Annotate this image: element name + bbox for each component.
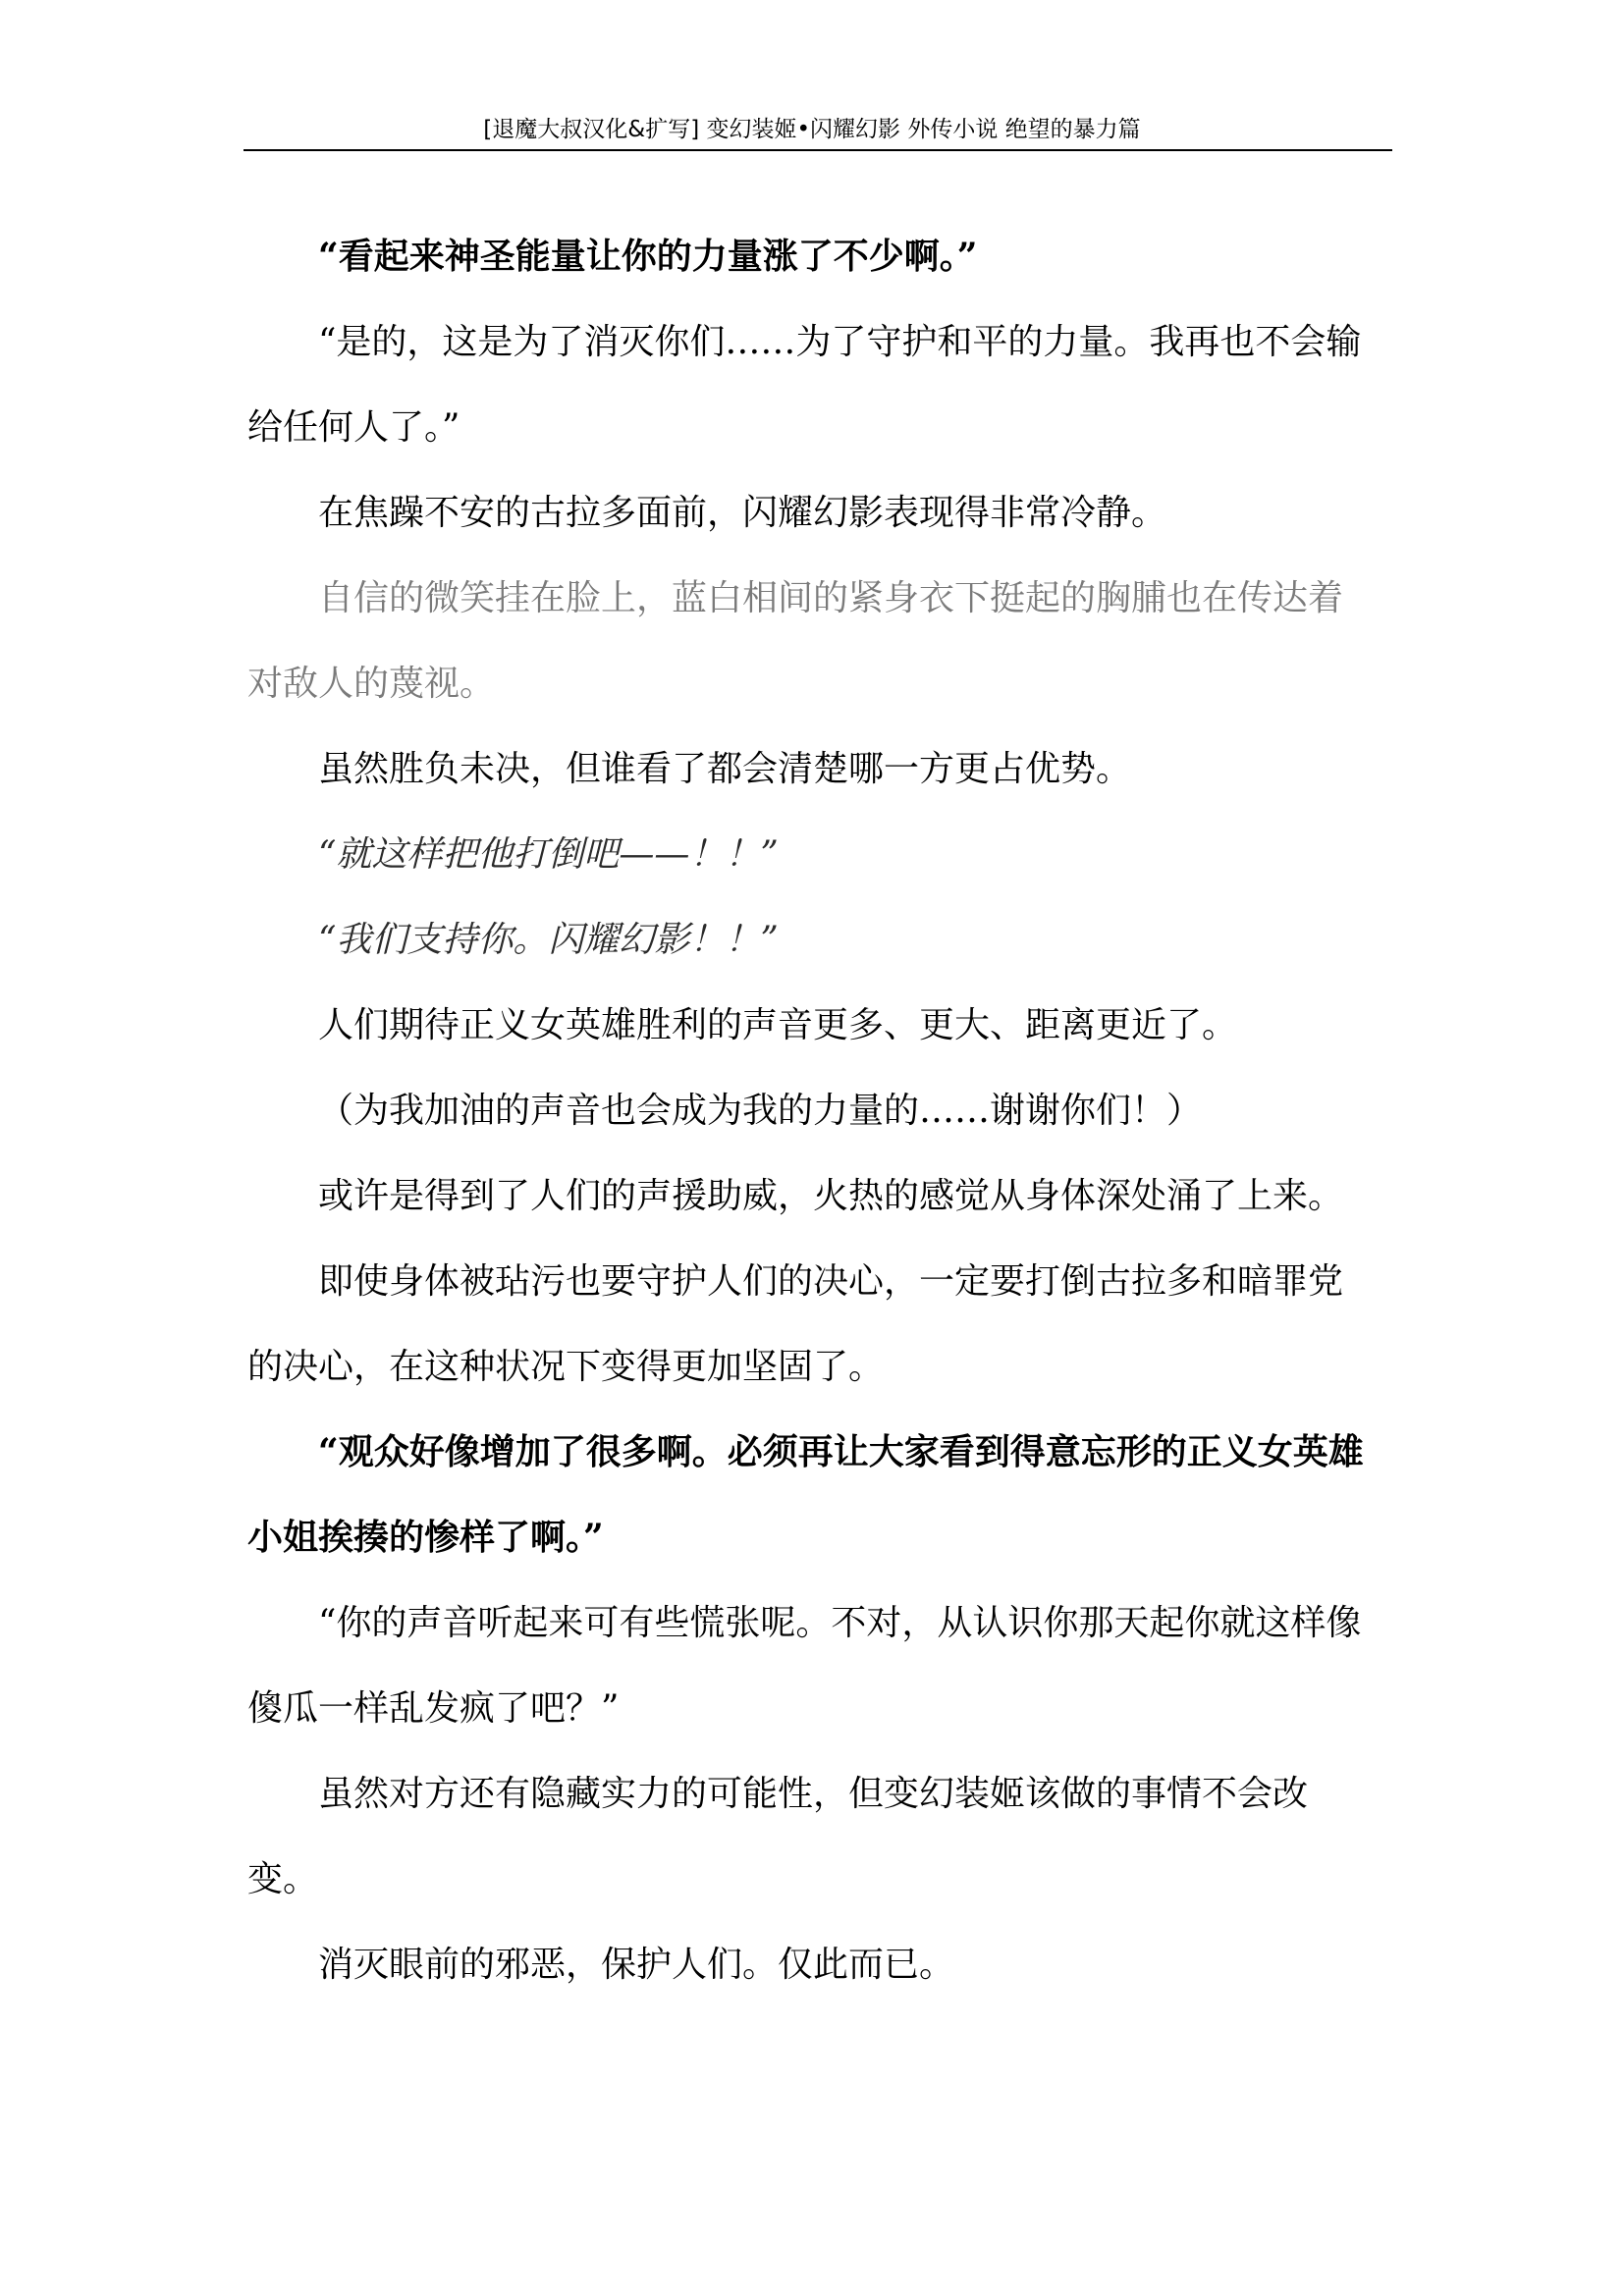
- paragraph: 人们期待正义女英雄胜利的声音更多、更大、距离更近了。: [318, 1005, 1238, 1045]
- paragraph: 在焦躁不安的古拉多面前，闪耀幻影表现得非常冷静。: [318, 493, 1167, 533]
- paragraph: 即使身体被玷污也要守护人们的决心，一定要打倒古拉多和暗罪党的决心，在这种状况下变得更加坚固了。: [247, 1261, 1344, 1387]
- paragraph: 或许是得到了人们的声援助威，火热的感觉从身体深处涌了上来。: [318, 1176, 1344, 1216]
- paragraph: “我们支持你。闪耀幻影！！”: [318, 920, 779, 960]
- paragraph: “看起来神圣能量让你的力量涨了不少啊。”: [318, 236, 978, 277]
- paragraph: 虽然对方还有隐藏实力的可能性，但变幻装姬该做的事情不会改变。: [247, 1774, 1309, 1899]
- paragraph: “就这样把他打倒吧——！！”: [318, 834, 779, 875]
- paragraph: “是的，这是为了消灭你们……为了守护和平的力量。我再也不会输给任何人了。”: [247, 322, 1362, 448]
- document-body: [247, 214, 1367, 2007]
- paragraph: 消灭眼前的邪恶，保护人们。仅此而已。: [318, 1945, 955, 1985]
- paragraph: 自信的微笑挂在脸上，蓝白相间的紧身衣下挺起的胸脯也在传达着对敌人的蔑视。: [247, 578, 1344, 704]
- paragraph: “观众好像增加了很多啊。必须再让大家看到得意忘形的正义女英雄小姐挨揍的惨样了啊。”: [247, 1431, 1364, 1558]
- page-header: [退魔大叔汉化&扩写] 变幻装姬•闪耀幻影 外传小说 绝望的暴力篇: [483, 117, 1141, 142]
- paragraph: 虽然胜负未决，但谁看了都会清楚哪一方更占优势。: [318, 749, 1132, 789]
- paragraph: “你的声音听起来可有些慌张呢。不对，从认识你那天起你就这样像傻瓜一样乱发疯了吧？”: [247, 1603, 1362, 1729]
- paragraph: （为我加油的声音也会成为我的力量的……谢谢你们！）: [318, 1091, 1203, 1131]
- header-divider: [244, 149, 1392, 151]
